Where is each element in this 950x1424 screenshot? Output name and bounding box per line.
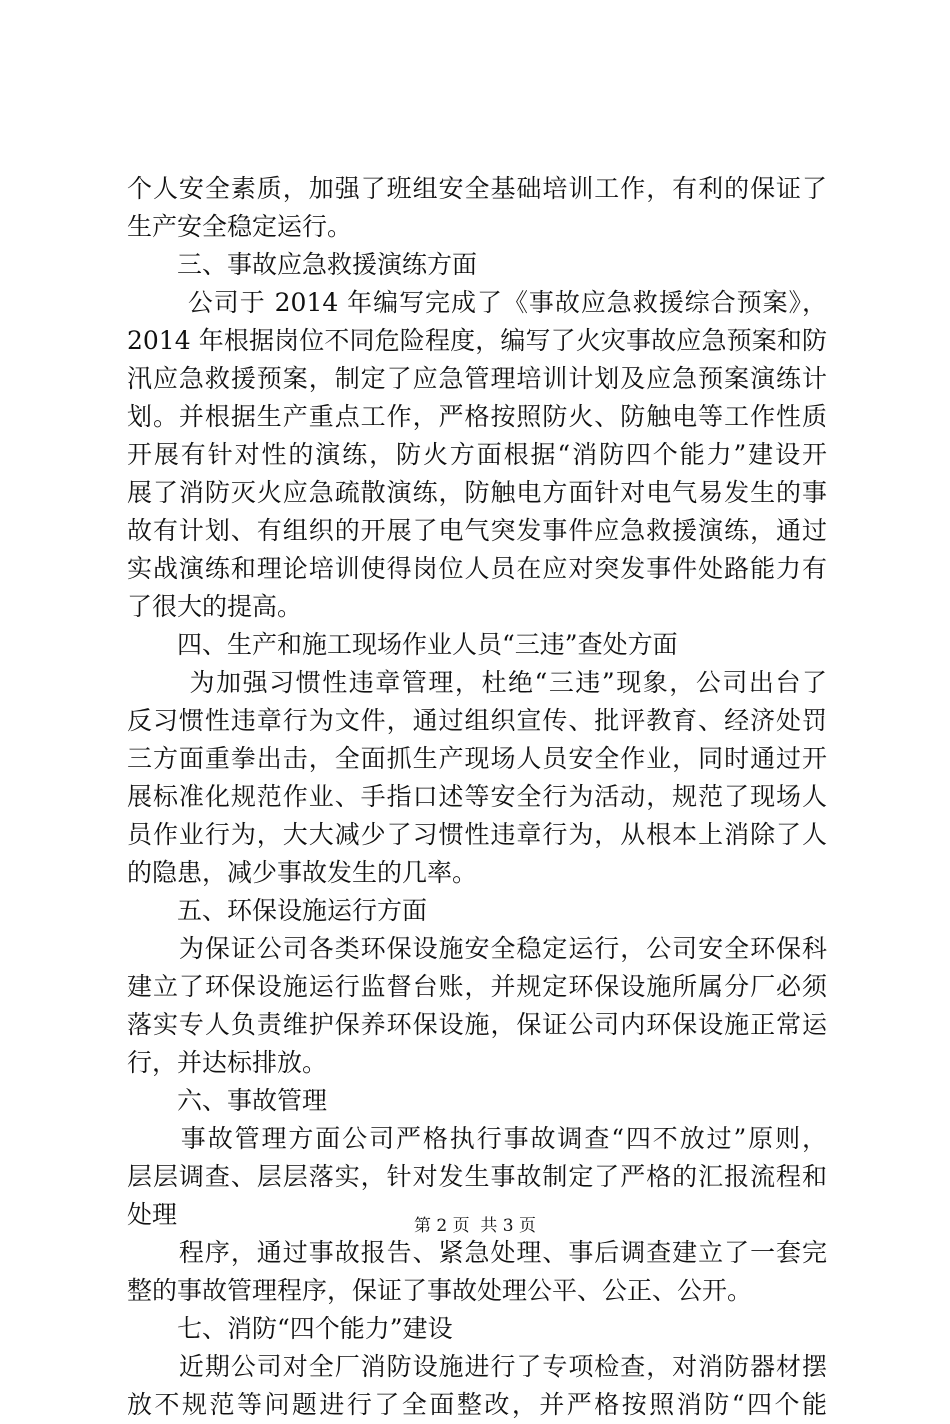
section-heading-environmental: 五、环保设施运行方面	[127, 896, 428, 925]
paragraph-line: 展了消防灭火应急疏散演练，防触电方面针对电气易发生的事	[127, 478, 827, 507]
section-heading-fire-capability: 七、消防“四个能力”建设	[127, 1314, 453, 1343]
page-number-footer: 第 2 页 共 3 页	[413, 1216, 537, 1236]
section-heading-emergency-drill: 三、事故应急救援演练方面	[127, 250, 478, 279]
paragraph-line: 三方面重拳出击，全面抓生产现场人员安全作业，同时通过开	[127, 744, 827, 773]
paragraph-line: 划。并根据生产重点工作，严格按照防火、防触电等工作性质	[127, 402, 827, 431]
paragraph-line: 反习惯性违章行为文件，通过组织宣传、批评教育、经济处罚	[127, 706, 827, 735]
paragraph-line: 事故管理方面公司严格执行事故调查“四不放过”原则，	[127, 1124, 827, 1153]
paragraph-line: 员作业行为，大大减少了习惯性违章行为，从根本上消除了人	[127, 820, 827, 849]
paragraph-line: 2014 年根据岗位不同危险程度，编写了火灾事故应急预案和防	[127, 326, 827, 355]
section-heading-accident-management: 六、事故管理	[127, 1086, 328, 1115]
paragraph-line: 近期公司对全厂消防设施进行了专项检查，对消防器材摆	[127, 1352, 827, 1381]
paragraph-line: 层层调查、层层落实，针对发生事故制定了严格的汇报流程和	[127, 1162, 827, 1191]
paragraph-line: 开展有针对性的演练，防火方面根据“消防四个能力”建设开	[127, 440, 827, 469]
paragraph-line-end: 处理	[127, 1200, 178, 1229]
paragraph-line: 公司于 2014 年编写完成了《事故应急救援综合预案》，	[127, 288, 827, 317]
section-heading-violations: 四、生产和施工现场作业人员“三违”查处方面	[127, 630, 678, 659]
paragraph-line: 程序，通过事故报告、紧急处理、事后调查建立了一套完	[127, 1238, 827, 1267]
paragraph-line: 个人安全素质，加强了班组安全基础培训工作，有利的保证了	[127, 174, 827, 203]
paragraph-line: 为加强习惯性违章管理，杜绝“三违”现象，公司出台了	[127, 668, 827, 697]
paragraph-line: 实战演练和理论培训使得岗位人员在应对突发事件处路能力有	[127, 554, 827, 583]
paragraph-line: 展标准化规范作业、手指口述等安全行为活动，规范了现场人	[127, 782, 827, 811]
paragraph-line-end: 了很大的提高。	[127, 592, 303, 621]
paragraph-line: 放不规范等问题进行了全面整改，并严格按照消防“四个能	[127, 1390, 827, 1419]
paragraph-line: 建立了环保设施运行监督台账，并规定环保设施所属分厂必须	[127, 972, 827, 1001]
paragraph-line: 为保证公司各类环保设施安全稳定运行，公司安全环保科	[127, 934, 827, 963]
paragraph-line: 汛应急救援预案，制定了应急管理培训计划及应急预案演练计	[127, 364, 827, 393]
paragraph-line: 落实专人负责维护保养环保设施，保证公司内环保设施正常运	[127, 1010, 827, 1039]
paragraph-line-end: 行，并达标排放。	[127, 1048, 328, 1077]
paragraph-line-end: 生产安全稳定运行。	[127, 212, 353, 241]
paragraph-line-end: 的隐患，减少事故发生的几率。	[127, 858, 478, 887]
paragraph-line-end: 整的事故管理程序，保证了事故处理公平、公正、公开。	[127, 1276, 753, 1305]
paragraph-line: 故有计划、有组织的开展了电气突发事件应急救援演练，通过	[127, 516, 827, 545]
